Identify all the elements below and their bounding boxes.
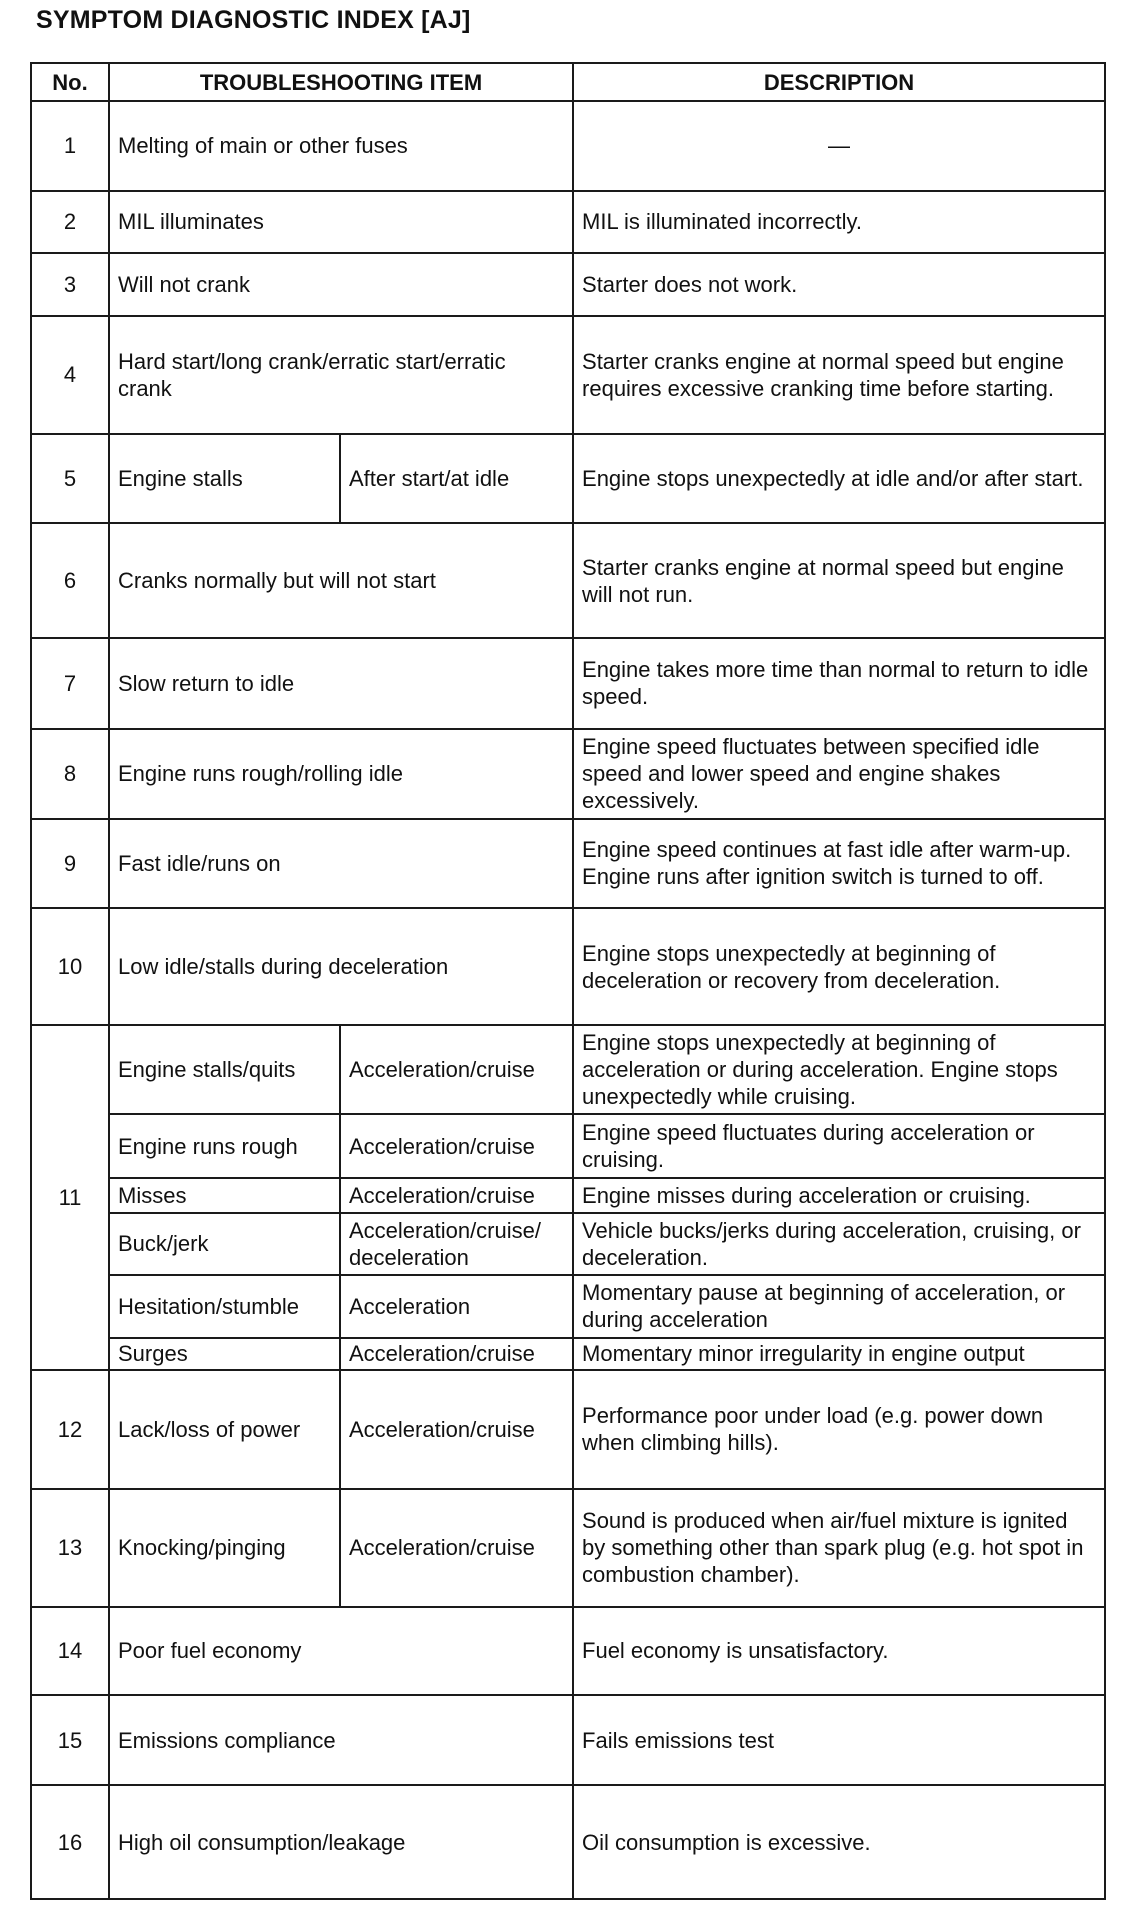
description: Engine stops unexpectedly at idle and/or after start. bbox=[573, 434, 1105, 524]
description: — bbox=[573, 101, 1105, 191]
description: Fuel economy is unsatisfactory. bbox=[573, 1607, 1105, 1696]
header-item: TROUBLESHOOTING ITEM bbox=[109, 63, 573, 101]
troubleshooting-item: Knocking/pinging bbox=[109, 1489, 340, 1607]
troubleshooting-item: High oil consumption/leakage bbox=[109, 1785, 573, 1899]
row-number: 15 bbox=[31, 1695, 109, 1785]
row-number: 16 bbox=[31, 1785, 109, 1899]
description: Engine speed fluctuates during acceleration or cruising. bbox=[573, 1114, 1105, 1179]
description: Starter cranks engine at normal speed but engine will not run. bbox=[573, 523, 1105, 638]
troubleshooting-item: Engine stalls bbox=[109, 434, 340, 524]
table-row bbox=[31, 1785, 1105, 1899]
table-row bbox=[31, 1370, 1105, 1489]
header-no: No. bbox=[31, 63, 109, 101]
troubleshooting-item: Slow return to idle bbox=[109, 638, 573, 729]
row-number: 11 bbox=[31, 1025, 109, 1370]
table-row bbox=[31, 316, 1105, 434]
table-row bbox=[31, 253, 1105, 315]
symptom-index-table bbox=[30, 62, 1106, 1900]
row-number: 4 bbox=[31, 316, 109, 434]
condition: Acceleration/cruise/ deceleration bbox=[340, 1213, 573, 1275]
row-number: 6 bbox=[31, 523, 109, 638]
table-row bbox=[31, 1275, 1105, 1337]
condition: Acceleration/cruise bbox=[340, 1178, 573, 1212]
troubleshooting-item: Fast idle/runs on bbox=[109, 819, 573, 909]
header-row bbox=[31, 63, 1105, 101]
description: Sound is produced when air/fuel mixture is ignited by something other than spark plug (e.g. hot spot in combustion chamber). bbox=[573, 1489, 1105, 1607]
table-row bbox=[31, 908, 1105, 1025]
troubleshooting-item: MIL illuminates bbox=[109, 191, 573, 253]
table-row bbox=[31, 434, 1105, 524]
row-number: 2 bbox=[31, 191, 109, 253]
table-row bbox=[31, 729, 1105, 819]
description: Engine stops unexpectedly at beginning of acceleration or during acceleration. Engine stops unexpectedly while cruising. bbox=[573, 1025, 1105, 1114]
table-row bbox=[31, 1695, 1105, 1785]
troubleshooting-item: Buck/jerk bbox=[109, 1213, 340, 1275]
troubleshooting-item: Hesitation/stumble bbox=[109, 1275, 340, 1337]
troubleshooting-item: Engine runs rough/rolling idle bbox=[109, 729, 573, 819]
description: Starter cranks engine at normal speed but engine requires excessive cranking time before starting. bbox=[573, 316, 1105, 434]
description: Momentary pause at beginning of acceleration, or during acceleration bbox=[573, 1275, 1105, 1337]
row-number: 8 bbox=[31, 729, 109, 819]
description: Starter does not work. bbox=[573, 253, 1105, 315]
row-number: 1 bbox=[31, 101, 109, 191]
description: Engine speed fluctuates between specified idle speed and lower speed and engine shakes excessively. bbox=[573, 729, 1105, 819]
table-row bbox=[31, 1489, 1105, 1607]
table-row bbox=[31, 1213, 1105, 1275]
description: Engine takes more time than normal to return to idle speed. bbox=[573, 638, 1105, 729]
condition: Acceleration bbox=[340, 1275, 573, 1337]
condition: Acceleration/cruise bbox=[340, 1338, 573, 1370]
table-row bbox=[31, 819, 1105, 909]
table-row bbox=[31, 1114, 1105, 1179]
description: Engine speed continues at fast idle after warm-up. Engine runs after ignition switch is turned to off. bbox=[573, 819, 1105, 909]
document-title: SYMPTOM DIAGNOSTIC INDEX [AJ] bbox=[36, 6, 471, 34]
description: MIL is illuminated incorrectly. bbox=[573, 191, 1105, 253]
troubleshooting-item: Misses bbox=[109, 1178, 340, 1212]
condition: Acceleration/cruise bbox=[340, 1489, 573, 1607]
troubleshooting-item: Melting of main or other fuses bbox=[109, 101, 573, 191]
table-row bbox=[31, 1025, 1105, 1114]
row-number: 3 bbox=[31, 253, 109, 315]
troubleshooting-item: Emissions compliance bbox=[109, 1695, 573, 1785]
header-description: DESCRIPTION bbox=[573, 63, 1105, 101]
troubleshooting-item: Hard start/long crank/erratic start/erratic crank bbox=[109, 316, 573, 434]
troubleshooting-item: Engine runs rough bbox=[109, 1114, 340, 1179]
troubleshooting-item: Cranks normally but will not start bbox=[109, 523, 573, 638]
description: Fails emissions test bbox=[573, 1695, 1105, 1785]
table-row bbox=[31, 1178, 1105, 1212]
condition: After start/at idle bbox=[340, 434, 573, 524]
row-number: 10 bbox=[31, 908, 109, 1025]
troubleshooting-item: Lack/loss of power bbox=[109, 1370, 340, 1489]
table-row bbox=[31, 638, 1105, 729]
description: Performance poor under load (e.g. power down when climbing hills). bbox=[573, 1370, 1105, 1489]
description: Engine misses during acceleration or cruising. bbox=[573, 1178, 1105, 1212]
description: Oil consumption is excessive. bbox=[573, 1785, 1105, 1899]
row-number: 13 bbox=[31, 1489, 109, 1607]
table-row bbox=[31, 191, 1105, 253]
row-number: 9 bbox=[31, 819, 109, 909]
description: Vehicle bucks/jerks during acceleration, cruising, or deceleration. bbox=[573, 1213, 1105, 1275]
table-row bbox=[31, 101, 1105, 191]
row-number: 5 bbox=[31, 434, 109, 524]
troubleshooting-item: Engine stalls/quits bbox=[109, 1025, 340, 1114]
condition: Acceleration/cruise bbox=[340, 1370, 573, 1489]
description: Engine stops unexpectedly at beginning of deceleration or recovery from deceleration. bbox=[573, 908, 1105, 1025]
row-number: 14 bbox=[31, 1607, 109, 1696]
troubleshooting-item: Low idle/stalls during deceleration bbox=[109, 908, 573, 1025]
condition: Acceleration/cruise bbox=[340, 1025, 573, 1114]
table-row bbox=[31, 1607, 1105, 1696]
troubleshooting-item: Poor fuel economy bbox=[109, 1607, 573, 1696]
row-number: 7 bbox=[31, 638, 109, 729]
table-row bbox=[31, 1338, 1105, 1370]
troubleshooting-item: Will not crank bbox=[109, 253, 573, 315]
row-number: 12 bbox=[31, 1370, 109, 1489]
description: Momentary minor irregularity in engine output bbox=[573, 1338, 1105, 1370]
table-row bbox=[31, 523, 1105, 638]
condition: Acceleration/cruise bbox=[340, 1114, 573, 1179]
troubleshooting-item: Surges bbox=[109, 1338, 340, 1370]
